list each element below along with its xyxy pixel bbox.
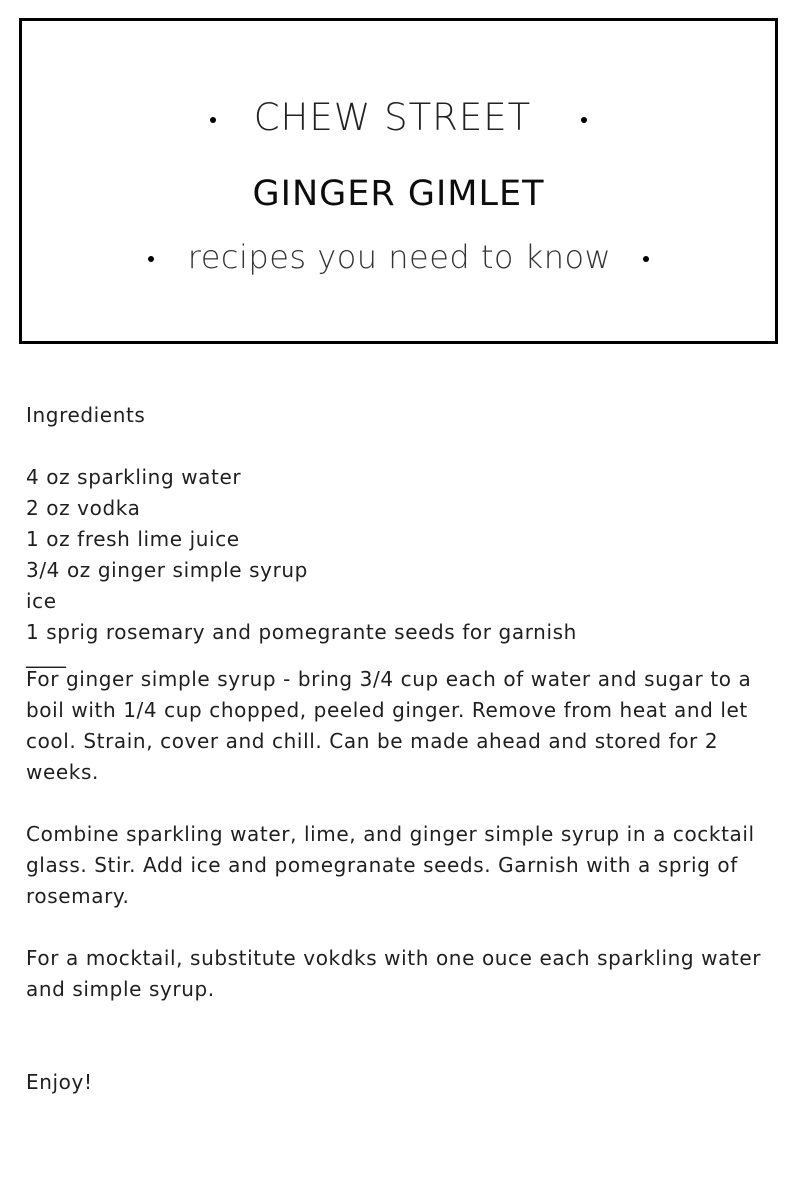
spacer [26, 431, 786, 462]
ingredients-heading: Ingredients [26, 403, 146, 427]
ingredient-item: 2 oz vodka [26, 496, 141, 520]
ingredient-item: 1 sprig rosemary and pomegrante seeds for garnish [26, 620, 577, 644]
ingredient-item: 3/4 oz ginger simple syrup [26, 558, 308, 582]
closing-line: Enjoy! [26, 1070, 93, 1094]
ingredient-item: 1 oz fresh lime juice [26, 527, 240, 551]
brand-line [22, 96, 775, 139]
ingredient-item: 4 oz sparkling water [26, 465, 242, 489]
bullet-dot-icon [210, 117, 216, 123]
recipe-body [26, 400, 786, 1098]
recipe-header-card [19, 18, 778, 344]
section-divider: ____ [26, 644, 66, 668]
spacer [26, 1005, 786, 1067]
spacer [26, 912, 786, 943]
tagline-line [22, 238, 775, 276]
brand-name: CHEW STREET [253, 96, 532, 139]
ingredients-list [26, 462, 786, 648]
syrup-instructions: For ginger simple syrup - bring 3/4 cup each of water and sugar to a boil with 1/4 cup chopped, peeled ginger. Remove from heat and let cool. Strain, cover and chill. Can be made ahead and stored for 2 weeks. [26, 667, 752, 784]
drink-instructions: Combine sparkling water, lime, and ginger simple syrup in a cocktail glass. Stir. Add ice and pomegranate seeds. Garnish with a sprig of rosemary. [26, 822, 755, 908]
bullet-dot-icon [581, 117, 587, 123]
ingredient-item: ice [26, 589, 57, 613]
recipe-title: GINGER GIMLET [252, 174, 545, 214]
tagline: recipes you need to know [187, 238, 612, 276]
bullet-dot-icon [643, 256, 649, 262]
bullet-dot-icon [148, 256, 154, 262]
spacer [26, 788, 786, 819]
mocktail-note: For a mocktail, substitute vokdks with one ouce each sparkling water and simple syrup. [26, 946, 762, 1001]
